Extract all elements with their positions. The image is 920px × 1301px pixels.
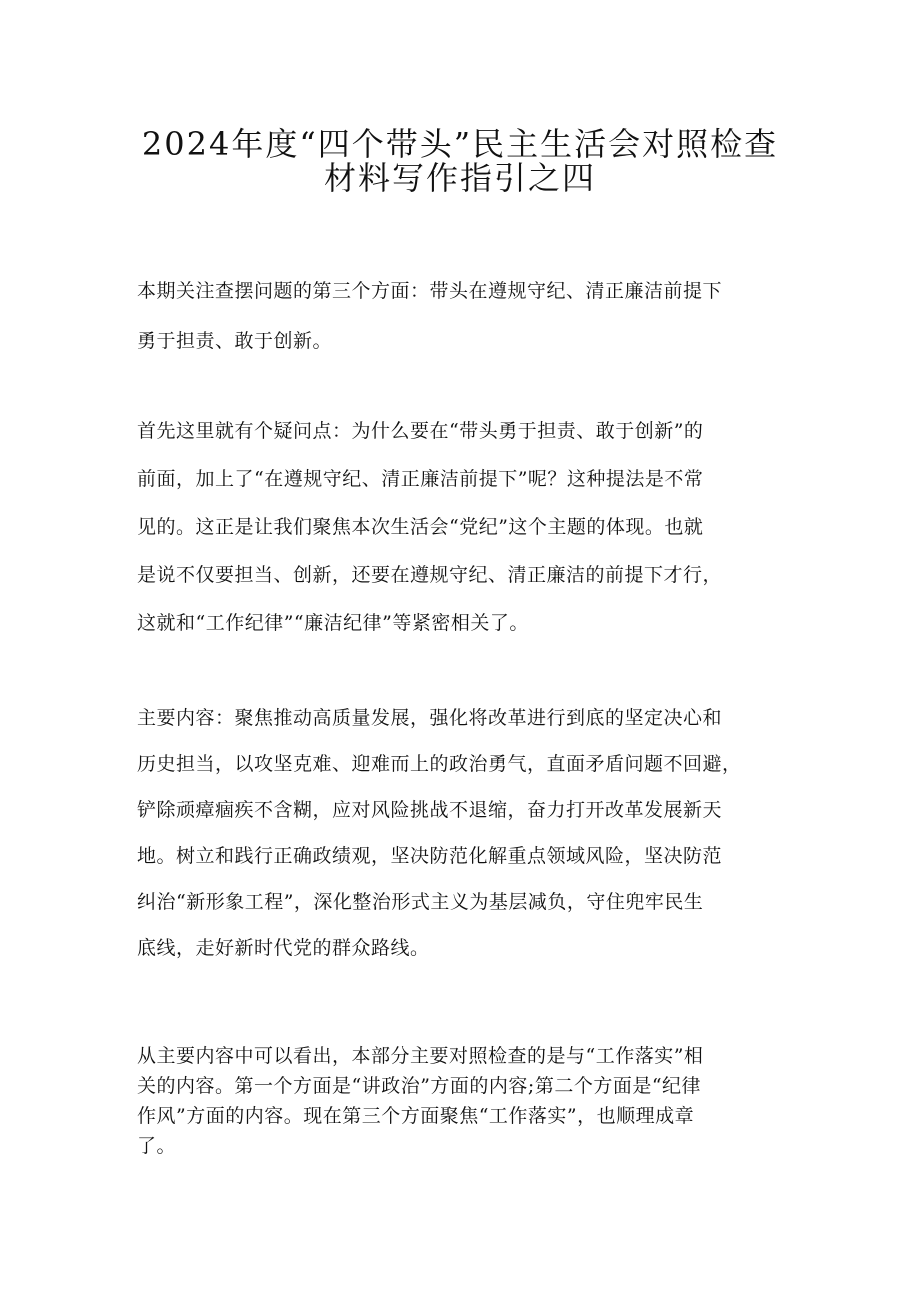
document-title-line-1: 2024年度“四个带头”民主生活会对照检查	[141, 125, 779, 163]
paragraph-line: 从主要内容中可以看出，本部分主要对照检查的是与“工作落实”相	[137, 1045, 704, 1067]
paragraph-line: 这就和“工作纪律”“廉洁纪律”等紧密相关了。	[137, 612, 529, 634]
paragraph-line: 地。树立和践行正确政绩观，坚决防范化解重点领域风险，坚决防范	[137, 845, 723, 867]
paragraph-summary	[137, 1041, 797, 1161]
paragraph-line: 前面，加上了“在遵规守纪、清正廉洁前提下”呢？这种提法是不常	[137, 468, 704, 490]
paragraph-main-content	[137, 695, 797, 971]
paragraph-intro	[137, 266, 797, 366]
paragraph-line: 关的内容。第一个方面是“讲政治”方面的内容;第二个方面是“纪律	[137, 1075, 702, 1097]
paragraph-line: 本期关注查摆问题的第三个方面：带头在遵规守纪、清正廉洁前提下	[137, 280, 723, 302]
paragraph-line: 历史担当，以攻坚克难、迎难而上的政治勇气，直面矛盾问题不回避，	[137, 753, 742, 775]
paragraph-line: 是说不仅要担当、创新，还要在遵规守纪、清正廉洁的前提下才行，	[137, 564, 723, 586]
paragraph-line: 见的。这正是让我们聚焦本次生活会“党纪”这个主题的体现。也就	[137, 516, 704, 538]
paragraph-doubt	[137, 407, 797, 647]
paragraph-line: 铲除顽瘴痼疾不含糊，应对风险挑战不退缩，奋力打开改革发展新天	[137, 799, 723, 821]
paragraph-line: 底线，走好新时代党的群众路线。	[137, 937, 430, 959]
paragraph-line: 纠治“新形象工程”，深化整治形式主义为基层减负，守住兜牢民生	[137, 891, 704, 913]
paragraph-line: 了。	[137, 1135, 177, 1157]
document-title-line-2: 材料写作指引之四	[323, 159, 596, 197]
paragraph-line: 勇于担责、敢于创新。	[137, 330, 333, 352]
paragraph-line: 作风”方面的内容。现在第三个方面聚焦“工作落实”，也顺理成章	[137, 1105, 695, 1127]
paragraph-line: 首先这里就有个疑问点：为什么要在“带头勇于担责、敢于创新”的	[137, 420, 704, 442]
paragraph-line: 主要内容：聚焦推动高质量发展，强化将改革进行到底的坚定决心和	[137, 707, 723, 729]
